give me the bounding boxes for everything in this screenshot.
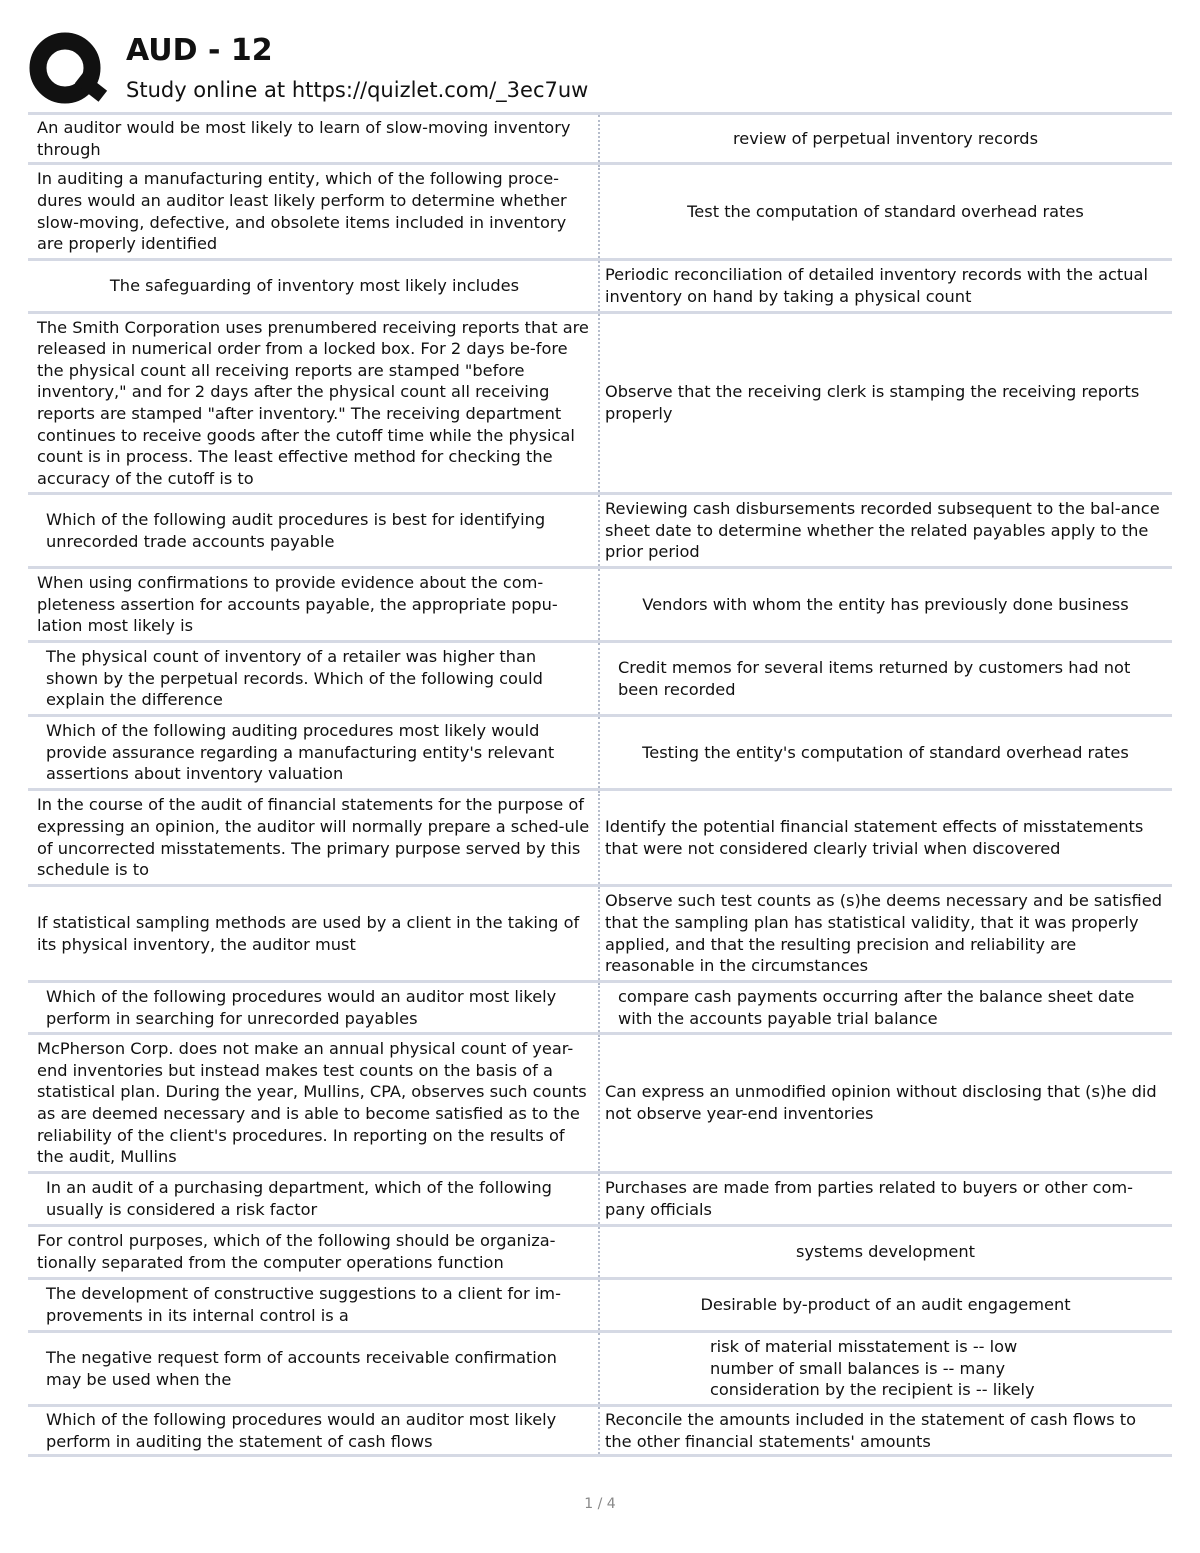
- card-definition: review of perpetual inventory records: [732, 128, 1039, 148]
- card-term: Which of the following procedures would an auditor most likely perform in auditing the statement of cash flows: [28, 1407, 600, 1454]
- card-term: An auditor would be most likely to learn of slow-moving inventory through: [28, 115, 600, 162]
- card-term: For control purposes, which of the following should be organiza-tionally separated from the computer operations function: [28, 1227, 600, 1277]
- card-definition: Observe such test counts as (s)he deems necessary and be satisfied that the sampling plan has statistical validity, that it was properly applied, and that the resulting precision and reliability are reasonable in the circumstances: [605, 891, 1162, 976]
- card-definition: risk of material misstatement is -- low number of small balances is -- many consideration by the recipient is -- likely: [710, 1337, 1035, 1400]
- card-definition: Reconcile the amounts included in the statement of cash flows to the other financial statements' amounts: [605, 1409, 1137, 1451]
- card-term: In auditing a manufacturing entity, which of the following proce-dures would an auditor least likely perform to determine whether slow-moving, defective, and obsolete items included in inventory are properly identified: [28, 165, 600, 258]
- flashcard-row: [28, 1171, 1172, 1224]
- flashcard-row: [28, 884, 1172, 980]
- card-term: Which of the following auditing procedures most likely would provide assurance regarding a manufacturing entity's relevant assertions about inventory valuation: [28, 717, 600, 788]
- flashcard-row: [28, 112, 1172, 162]
- flashcard-row: [28, 640, 1172, 714]
- card-term: In an audit of a purchasing department, which of the following usually is considered a risk factor: [28, 1174, 600, 1224]
- card-term: Which of the following procedures would an auditor most likely perform in searching for unrecorded payables: [28, 983, 600, 1032]
- flashcard-row: [28, 980, 1172, 1032]
- card-definition: compare cash payments occurring after the balance sheet date with the accounts payable trial balance: [618, 986, 1135, 1028]
- card-term: When using confirmations to provide evidence about the com-pleteness assertion for accounts payable, the appropriate popu-lation most likely is: [28, 569, 600, 640]
- flashcard-row: [28, 311, 1172, 492]
- card-definition: Identify the potential financial statement effects of misstatements that were not considered clearly trivial when discovered: [605, 816, 1144, 858]
- page-header: [28, 28, 1178, 108]
- card-definition: Observe that the receiving clerk is stamping the receiving reports properly: [605, 382, 1140, 423]
- card-definition: Testing the entity's computation of standard overhead rates: [642, 742, 1129, 762]
- flashcard-row: [28, 566, 1172, 640]
- flashcard-row: [28, 1277, 1172, 1330]
- card-definition: Purchases are made from parties related to buyers or other com-pany officials: [605, 1178, 1134, 1219]
- card-definition: Credit memos for several items returned by customers had not been recorded: [618, 657, 1131, 699]
- card-definition: Vendors with whom the entity has previously done business: [642, 594, 1129, 614]
- quizlet-q-logo: [28, 30, 108, 110]
- card-term: The negative request form of accounts receivable confirmation may be used when the: [28, 1333, 600, 1404]
- page-title: AUD - 12: [126, 33, 273, 68]
- card-definition: Can express an unmodified opinion without disclosing that (s)he did not observe year-end inventories: [605, 1082, 1157, 1123]
- card-term: The safeguarding of inventory most likely includes: [28, 261, 600, 311]
- flashcard-list: [28, 112, 1172, 1457]
- card-definition: Test the computation of standard overhead rates: [687, 201, 1084, 221]
- card-term: The development of constructive suggestions to a client for im-provements in its internal control is a: [28, 1280, 600, 1330]
- flashcard-row: [28, 162, 1172, 258]
- flashcard-row: [28, 1404, 1172, 1457]
- card-term: McPherson Corp. does not make an annual physical count of year-end inventories but instead makes test counts on the basis of a statistical plan. During the year, Mullins, CPA, observes such counts as are deemed necessary and is able to become satisfied as to the reliability of the client's procedures. In reporting on the results of the audit, Mullins: [28, 1035, 600, 1171]
- card-definition: systems development: [796, 1242, 975, 1262]
- flashcard-row: [28, 788, 1172, 884]
- flashcard-row: [28, 1032, 1172, 1171]
- card-term: If statistical sampling methods are used by a client in the taking of its physical inventory, the auditor must: [28, 887, 600, 980]
- flashcard-row: [28, 258, 1172, 311]
- card-definition: Reviewing cash disbursements recorded subsequent to the bal-ance sheet date to determine whether the related payables apply to the prior period: [605, 499, 1160, 562]
- study-link[interactable]: Study online at https://quizlet.com/_3ec7uw: [126, 78, 589, 102]
- card-term: The Smith Corporation uses prenumbered receiving reports that are released in numerical order from a locked box. For 2 days be-fore the physical count all receiving reports are stamped "before inventory," and for 2 days after the physical count all receiving reports are stamped "after inventory." The receiving department continues to receive goods after the cutoff time while the physical count is in process. The least effective method for checking the accuracy of the cutoff is to: [28, 314, 600, 492]
- card-definition: Desirable by-product of an audit engagement: [700, 1295, 1071, 1315]
- card-term: The physical count of inventory of a retailer was higher than shown by the perpetual records. Which of the following could explain the difference: [28, 643, 600, 714]
- flashcard-row: [28, 492, 1172, 566]
- card-term: Which of the following audit procedures is best for identifying unrecorded trade accounts payable: [28, 495, 600, 566]
- flashcard-row: [28, 1330, 1172, 1404]
- flashcard-row: [28, 1224, 1172, 1277]
- page-number: 1 / 4: [584, 1496, 616, 1512]
- card-term: In the course of the audit of financial statements for the purpose of expressing an opinion, the auditor will normally prepare a sched-ule of uncorrected misstatements. The primary purpose served by this schedule is to: [28, 791, 600, 884]
- card-definition: Periodic reconciliation of detailed inventory records with the actual inventory on hand by taking a physical count: [605, 265, 1148, 306]
- flashcard-row: [28, 714, 1172, 788]
